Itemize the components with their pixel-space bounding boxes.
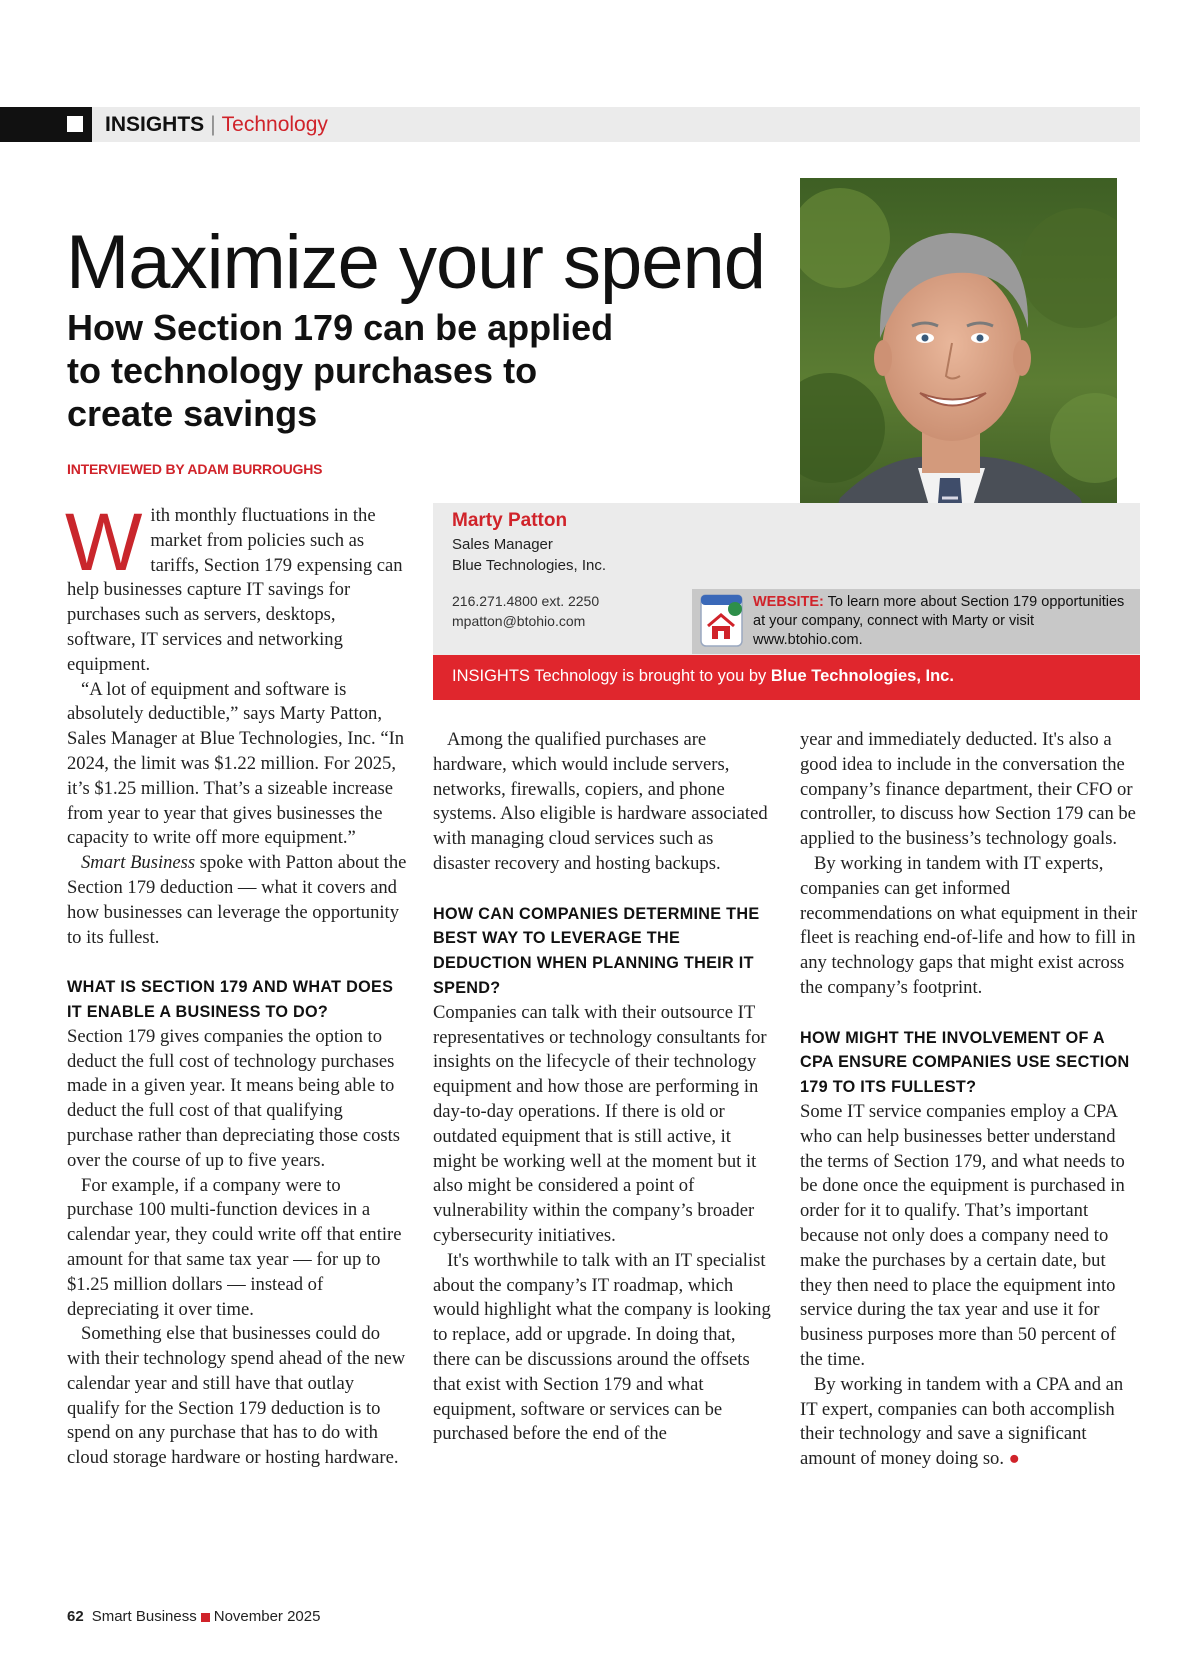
footer-square-icon (201, 1613, 210, 1622)
section-separator: | (210, 113, 216, 136)
end-mark-icon: ● (1008, 1448, 1020, 1470)
paragraph-text: By working in tandem with a CPA and an IT expert, companies can both accomplish their technology and save a significant amount of money doing so. (800, 1373, 1124, 1470)
paragraph: Some IT service companies employ a CPA who can help businesses better understand the terms of Section 179, and what needs to be done once the equipment is purchased in order for it to qualify. That’s important because not only does a company need to make the purchases by a certain date, but they then need to place the equipment into service during the tax year and use it for business purposes more than 50 percent of the time. (800, 1100, 1125, 1370)
contact-phone: 216.271.4800 ext. 2250 (452, 593, 600, 609)
question-heading: WHAT IS SECTION 179 AND WHAT DOES IT ENABLE A BUSINESS TO DO? (67, 978, 394, 1021)
article-headline: Maximize your spend (66, 220, 766, 305)
publication-name: Smart Business (81, 852, 196, 874)
paragraph: Something else that businesses could do with their technology spend ahead of the new calendar year and still have that outlay qualify for the Section 179 deduction is to spend on any purchase that has to do with cloud storage hardware or hosting hardware. (67, 1323, 406, 1469)
section-square-icon (67, 116, 83, 132)
article-subhead: How Section 179 can be applied to technology purchases to create savings (67, 307, 614, 434)
website-note (753, 593, 1138, 650)
paragraph-final (800, 1373, 1140, 1472)
paragraph (67, 851, 407, 950)
section-name: INSIGHTS (105, 113, 205, 136)
section-topic: Technology (221, 113, 328, 136)
paragraph: “A lot of equipment and software is absolutely deductible,” says Marty Patton, Sales Manager at Blue Technologies, Inc. “In 2024, the limit was $1.22 million. For 2025, it’s $1.25 million. That’s a sizeable increase from year to year that gives businesses the capacity to write off more equipment.” (67, 678, 405, 849)
publication-title: Smart Business (91, 1608, 197, 1625)
question-heading: HOW CAN COMPANIES DETERMINE THE BEST WAY TO LEVERAGE THE DEDUCTION WHEN PLANNING THEIR IT SPEND? (433, 904, 760, 997)
paragraph: Companies can talk with their outsource IT representatives or technology consultants for insights on the lifecycle of their technology equipment and how those are performing in day-to-day operations. If there is old or outdated equipment that is still active, it might be working well at the moment but it also might be considered a point of vulnerability within the company’s broader cybersecurity initiatives. (433, 1001, 767, 1246)
contact-company: Blue Technologies, Inc. (452, 557, 606, 574)
paragraph: Section 179 gives companies the option to deduct the full cost of technology purchases made in a given year. It means being able to deduct the full cost of that qualifying purchase rather than depreciating those costs over the course of up to five years. (67, 1025, 401, 1171)
paragraph-continued: year and immediately deducted. It's also a good idea to include in the conversation the company’s finance department, their CFO or controller, to discuss how Section 179 can be applied to the business’s technology goals. (800, 729, 1136, 850)
website-label: WEBSITE: (753, 594, 824, 610)
paragraph: Among the qualified purchases are hardware, which would include servers, networks, firewalls, copiers, and phone systems. Also eligible is hardware associated with managing cloud services such as disaster recovery and hosting backups. (433, 729, 768, 874)
article-column-2 (433, 728, 773, 1447)
article-byline: INTERVIEWED BY ADAM BURROUGHS (67, 461, 323, 477)
paragraph: It's worthwhile to talk with an IT specialist about the company’s IT roadmap, which would highlight what the company is looking to replace, add or upgrade. In doing that, there can be discussions around the offsets that exist with Section 179 and what equipment, software or services can be purchased before the end of the (433, 1249, 771, 1445)
section-label (105, 112, 328, 138)
contact-title: Sales Manager (452, 536, 553, 553)
paragraph: By working in tandem with IT experts, companies can get informed recommendations on what equipment in their fleet is reaching end-of-life and how to fill in any technology gaps that might exist across the company’s footprint. (800, 852, 1138, 998)
issue-date: November 2025 (213, 1608, 321, 1625)
question-heading: HOW MIGHT THE INVOLVEMENT OF A CPA ENSURE COMPANIES USE SECTION 179 TO ITS FULLEST? (800, 1028, 1130, 1097)
website-text: To learn more about Section 179 opportunities at your company, connect with Marty or visit www.btohio.com. (753, 594, 1125, 648)
website-icon (700, 594, 743, 647)
page-number: 62 (67, 1608, 84, 1625)
paragraph-text: spoke with Patton about the Section 179 deduction — what it covers and how businesses can leverage the opportunity to its fullest. (67, 852, 407, 948)
sponsor-text (452, 667, 954, 686)
paragraph: For example, if a company were to purchase 100 multi-function devices in a calendar year, they could write off that entire amount for that same tax year — for up to $1.25 million dollars — instead of depreciating it over time. (67, 1174, 402, 1320)
article-column-1 (65, 497, 407, 1471)
contact-name: Marty Patton (452, 510, 568, 531)
page-footer (67, 1608, 320, 1625)
sponsor-lead: INSIGHTS Technology is brought to you by (452, 667, 767, 685)
paragraph-intro-text: ith monthly fluctuations in the market from policies such as tariffs, Section 179 expensing can help businesses capture IT savings for purchases such as servers, desktops, software, IT services and networking equipment. (67, 505, 403, 675)
article-column-3 (800, 728, 1140, 1472)
paragraph-intro (65, 497, 407, 678)
drop-cap: W (65, 497, 143, 588)
sponsor-company: Blue Technologies, Inc. (770, 667, 954, 685)
contact-email-link[interactable]: mpatton@btohio.com (452, 613, 586, 629)
